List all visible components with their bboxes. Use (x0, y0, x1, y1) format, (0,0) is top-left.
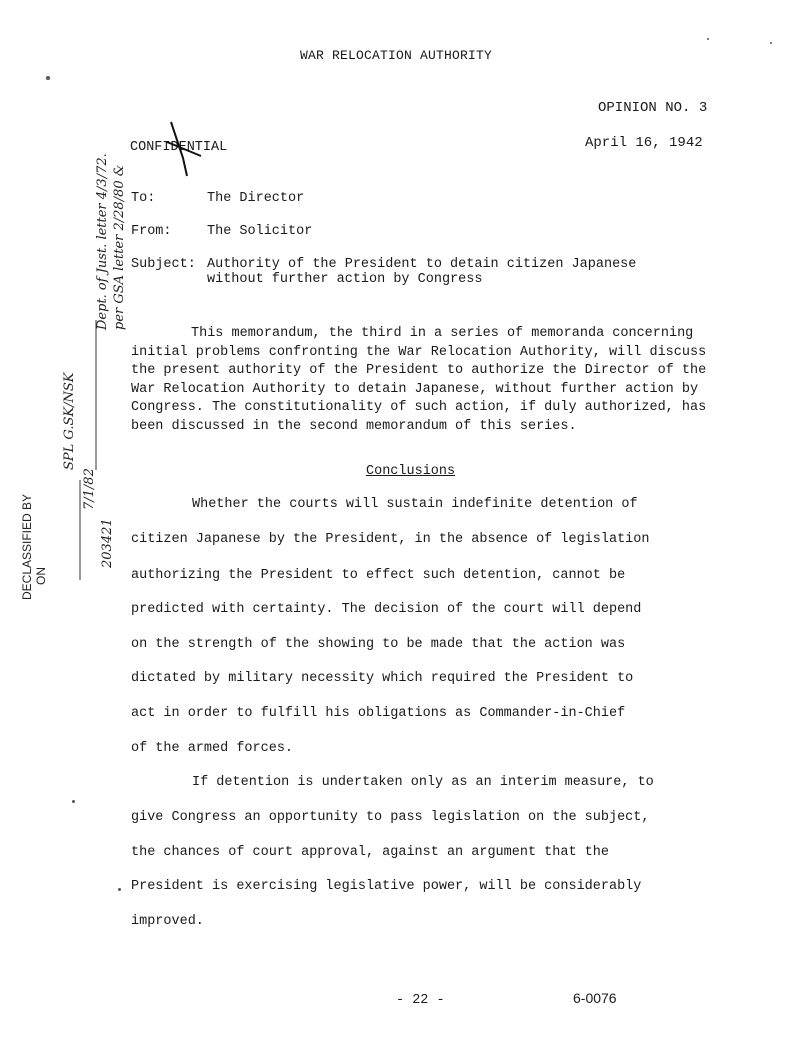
memo-subject-line (131, 257, 636, 287)
conclusion-line: If detention is undertaken only as an interim measure, to (192, 775, 654, 790)
conclusion-line: give Congress an opportunity to pass legislation on the subject, (131, 810, 650, 825)
conclusion-line: authorizing the President to effect such detention, cannot be (131, 568, 626, 583)
scan-speck (118, 888, 121, 891)
section-heading: Conclusions (366, 464, 456, 479)
handwritten-date: 7/1/82 (82, 468, 97, 510)
memo-to-line (131, 191, 304, 206)
conclusion-line: predicted with certainty. The decision of the court will depend (131, 602, 642, 617)
to-label: To: (131, 191, 156, 206)
subject-line-2: without further action by Congress (207, 272, 483, 287)
from-value: The Solicitor (207, 224, 313, 239)
memo-date: April 16, 1942 (585, 135, 703, 151)
handwritten-code: 203421 (100, 518, 115, 568)
conclusion-line: on the strength of the showing to be made that the action was (131, 637, 626, 652)
scan-speck (707, 38, 709, 40)
conclusion-line: improved. (131, 914, 204, 929)
scan-speck (72, 800, 75, 803)
from-label: From: (131, 224, 172, 239)
conclusion-line: act in order to fulfill his obligations as Commander-in-Chief (131, 706, 626, 721)
handwritten-note-1: per GSA letter 2/28/80 & (112, 164, 127, 330)
strike-mark-icon (165, 118, 205, 178)
declassified-stamp-text: DECLASSIFIED BY (20, 493, 34, 600)
declassified-stamp (20, 494, 34, 600)
conclusion-line: citizen Japanese by the President, in the absence of legislation (131, 532, 650, 547)
scan-speck (770, 42, 772, 44)
declassified-on-label (34, 567, 48, 585)
document-code: 6-0076 (573, 990, 617, 1006)
memo-from-line (131, 224, 312, 239)
conclusion-line: of the armed forces. (131, 741, 294, 756)
intro-paragraph: This memorandum, the third in a series of memoranda concerning initial problems confronting the War Relocation Authority, will discuss the present authority of the President to authorize the Director of the War Relocation Authority to detain Japanese, without further action by Congress. The constitutionality of such action, if duly authorized, has been discussed in the second memorandum of this series. (131, 326, 707, 434)
handwritten-note-2: Dept. of Just. letter 4/3/72. (95, 153, 110, 330)
conclusion-line: dictated by military necessity which required the President to (131, 671, 634, 686)
handwritten-signature: SPL G.SK/NSK (62, 372, 77, 470)
declassified-on-text: ON (34, 567, 48, 585)
subject-label: Subject: (131, 257, 196, 272)
conclusion-line: Whether the courts will sustain indefinite detention of (192, 497, 638, 512)
scan-speck (46, 76, 50, 80)
opinion-number: OPINION NO. 3 (598, 100, 708, 116)
conclusion-line: the chances of court approval, against an argument that the (131, 845, 609, 860)
conclusion-line: President is exercising legislative power, will be considerably (131, 879, 642, 894)
margin-rule-lines (60, 320, 100, 600)
subject-line-1: Authority of the President to detain citizen Japanese (207, 257, 637, 272)
classification-label: CONFIDENTIAL (130, 140, 228, 155)
to-value: The Director (207, 191, 305, 206)
page-number: - 22 - (396, 993, 445, 1008)
agency-heading: WAR RELOCATION AUTHORITY (300, 48, 493, 63)
